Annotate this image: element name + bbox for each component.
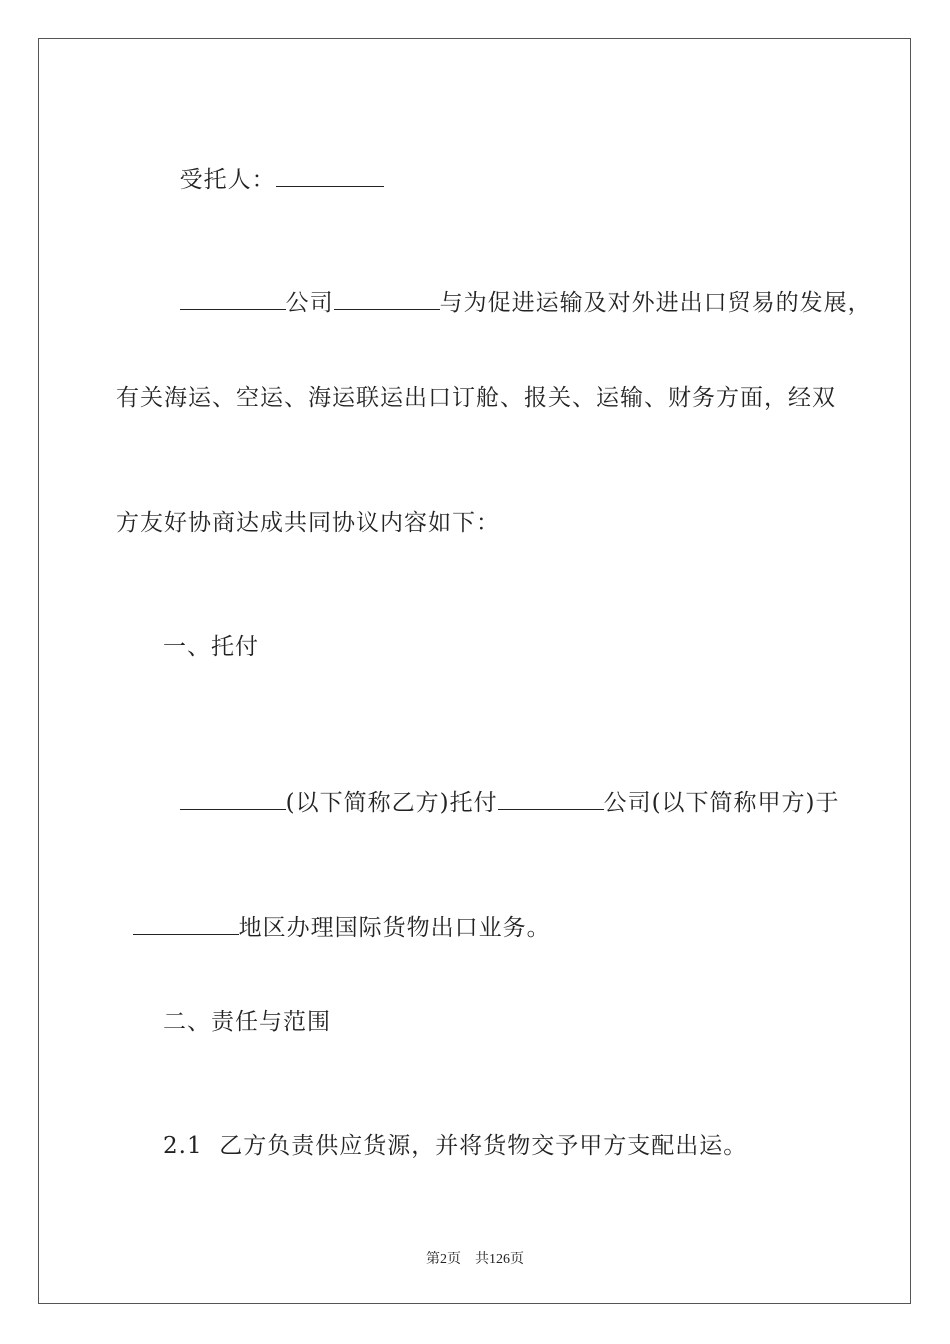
trustee-line <box>163 134 384 195</box>
party-b-text: (以下简称乙方)托付 <box>285 790 498 816</box>
trustee-blank <box>276 164 384 187</box>
party-a-blank <box>498 787 604 810</box>
company-text: 公司 <box>285 290 334 316</box>
intro-line-2: 有关海运、空运、海运联运出口订舱、报关、运输、财务方面，经双 <box>116 385 836 411</box>
section-heading-entrust: 一、托付 <box>163 634 259 660</box>
intro-line-3: 方友好协商达成共同协议内容如下： <box>116 510 500 536</box>
region-blank <box>133 912 239 935</box>
page-total: 共126页 <box>475 1252 524 1267</box>
page-footer <box>0 1248 950 1268</box>
party-blank-2 <box>334 287 440 310</box>
clause-2-1: 2.1 乙方负责供应货源，并将货物交予甲方支配出运。 <box>163 1133 748 1159</box>
region-text: 地区办理国际货物出口业务。 <box>238 915 551 941</box>
page-number: 第2页 <box>426 1252 461 1267</box>
party-blank-1 <box>180 287 286 310</box>
entrust-line-1 <box>163 757 840 818</box>
purpose-text: 与为促进运输及对外进出口贸易的发展， <box>439 290 872 316</box>
section-heading-responsibility: 二、责任与范围 <box>163 1009 331 1035</box>
page-frame <box>38 38 911 1304</box>
entrust-line-2 <box>116 882 551 943</box>
party-b-blank <box>180 787 286 810</box>
trustee-label: 受托人： <box>179 167 276 193</box>
intro-line-1 <box>163 257 872 318</box>
party-a-text: 公司(以下简称甲方)于 <box>603 790 840 816</box>
